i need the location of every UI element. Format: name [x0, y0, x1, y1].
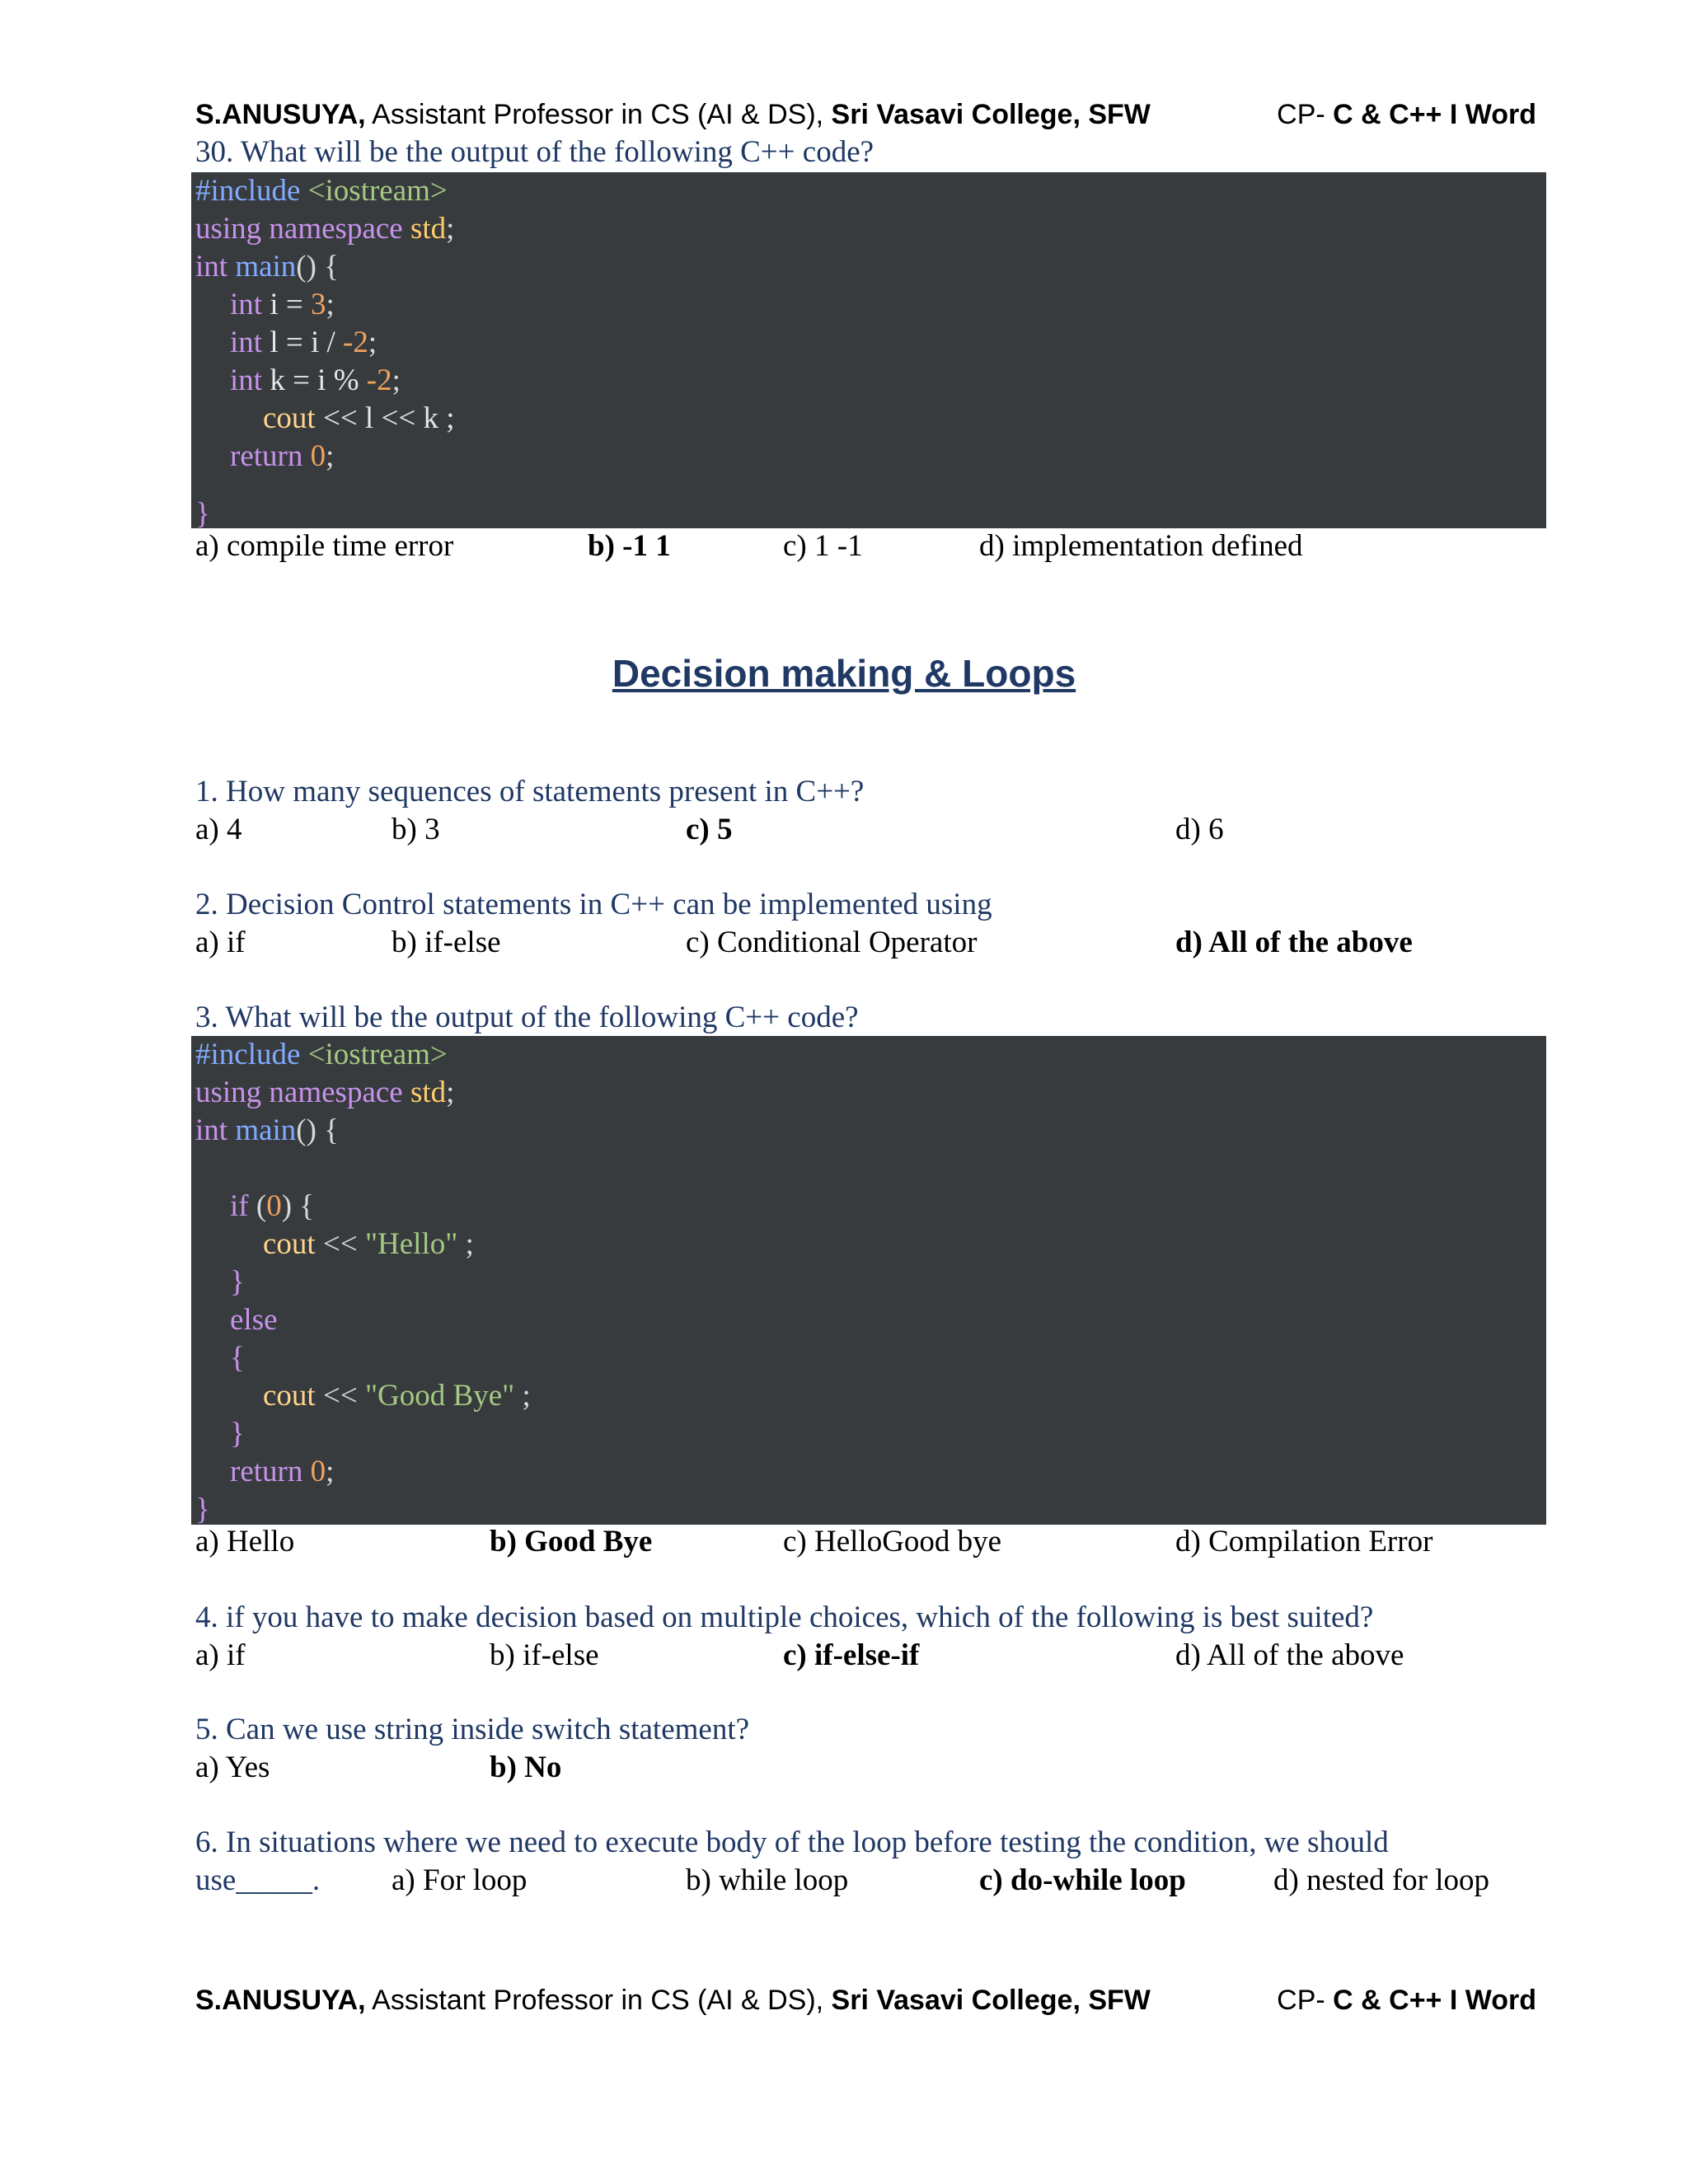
header-course-prefix: CP-: [1277, 99, 1334, 130]
footer-role: Assistant Professor in CS (AI & DS),: [365, 1985, 832, 2016]
q30-question: 30. What will be the output of the following C++ code?: [195, 135, 874, 169]
q6-question-cont: use_____.: [195, 1863, 321, 1897]
q30-code-line-8: return 0;: [230, 439, 335, 473]
q30-code-line-2: using namespace std;: [195, 212, 455, 246]
footer-author: S.ANUSUYA,: [195, 1985, 366, 2016]
q30-code-line-1: #include <iostream>: [195, 174, 448, 208]
q3-code-block: [191, 1036, 1546, 1525]
q30-option-c: c) 1 -1: [783, 529, 863, 563]
q6-option-a: a) For loop: [392, 1863, 528, 1897]
q3-option-d: d) Compilation Error: [1175, 1525, 1433, 1558]
q2-option-b: b) if-else: [392, 926, 501, 959]
q6-option-b: b) while loop: [686, 1863, 849, 1897]
q2-option-a: a) if: [195, 926, 246, 959]
q3-option-a: a) Hello: [195, 1525, 295, 1558]
q3-code-line-6: }: [230, 1265, 245, 1299]
q4-question: 4. if you have to make decision based on multiple choices, which of the following is best suited?: [195, 1601, 1374, 1634]
q3-option-c: c) HelloGood bye: [783, 1525, 1002, 1558]
q3-code-line-11: return 0;: [230, 1455, 335, 1488]
footer-right: [1277, 1985, 1536, 2017]
q4-option-a: a) if: [195, 1638, 246, 1672]
q3-code-line-10: }: [230, 1417, 245, 1451]
q4-option-c: c) if-else-if: [783, 1638, 920, 1672]
q30-code-line-7: cout << l << k ;: [263, 401, 455, 435]
q30-option-a: a) compile time error: [195, 529, 454, 563]
q2-question: 2. Decision Control statements in C++ can be implemented using: [195, 888, 992, 921]
header-college: Sri Vasavi College, SFW: [831, 99, 1151, 130]
q6-question: 6. In situations where we need to execute body of the loop before testing the condition, we should: [195, 1825, 1389, 1859]
q3-code-line-2: using namespace std;: [195, 1076, 455, 1109]
q6-option-d: d) nested for loop: [1273, 1863, 1490, 1897]
q3-code-line-4: if (0) {: [230, 1189, 315, 1223]
q3-code-line-12: }: [195, 1493, 210, 1526]
page-header: [195, 99, 1536, 135]
footer-left: [195, 1985, 1151, 2017]
q30-code-line-6: int k = i % -2;: [230, 363, 401, 397]
footer-college: Sri Vasavi College, SFW: [831, 1985, 1151, 2016]
header-role: Assistant Professor in CS (AI & DS),: [365, 99, 832, 130]
q3-code-line-9: cout << "Good Bye" ;: [263, 1379, 531, 1413]
q30-option-b: b) -1 1: [588, 529, 671, 563]
q3-code-line-5: cout << "Hello" ;: [263, 1227, 474, 1261]
section-title: Decision making & Loops: [612, 652, 1076, 695]
page-footer: [195, 1985, 1536, 2021]
q3-question: 3. What will be the output of the following C++ code?: [195, 1001, 859, 1034]
header-course: C & C++ I Word: [1333, 99, 1536, 130]
q1-option-a: a) 4: [195, 813, 242, 846]
q6-option-c: c) do-while loop: [979, 1863, 1186, 1897]
q5-option-b: b) No: [490, 1750, 562, 1784]
q2-option-d: d) All of the above: [1175, 926, 1413, 959]
header-left: [195, 99, 1151, 131]
q3-code-line-1: #include <iostream>: [195, 1038, 448, 1071]
q3-code-line-7: else: [230, 1303, 278, 1337]
q1-option-b: b) 3: [392, 813, 440, 846]
q4-option-d: d) All of the above: [1175, 1638, 1404, 1672]
q3-option-b: b) Good Bye: [490, 1525, 653, 1558]
header-right: [1277, 99, 1536, 131]
q2-option-c: c) Conditional Operator: [686, 926, 978, 959]
q30-code-line-9: }: [195, 497, 210, 531]
q30-code-line-3: int main() {: [195, 250, 339, 284]
q3-code-line-8: {: [230, 1341, 245, 1375]
q3-code-line-3: int main() {: [195, 1113, 339, 1147]
q30-code-line-4: int i = 3;: [230, 288, 335, 321]
footer-course-prefix: CP-: [1277, 1985, 1334, 2016]
q5-question: 5. Can we use string inside switch statement?: [195, 1713, 750, 1746]
footer-course: C & C++ I Word: [1333, 1985, 1536, 2016]
q30-code-block: [191, 172, 1546, 531]
q30-code-line-5: int l = i / -2;: [230, 326, 377, 359]
header-author: S.ANUSUYA,: [195, 99, 366, 130]
q1-option-d: d) 6: [1175, 813, 1224, 846]
q1-option-c: c) 5: [686, 813, 733, 846]
q5-option-a: a) Yes: [195, 1750, 270, 1784]
q30-option-d: d) implementation defined: [979, 529, 1303, 563]
q1-question: 1. How many sequences of statements present in C++?: [195, 775, 865, 808]
q4-option-b: b) if-else: [490, 1638, 599, 1672]
